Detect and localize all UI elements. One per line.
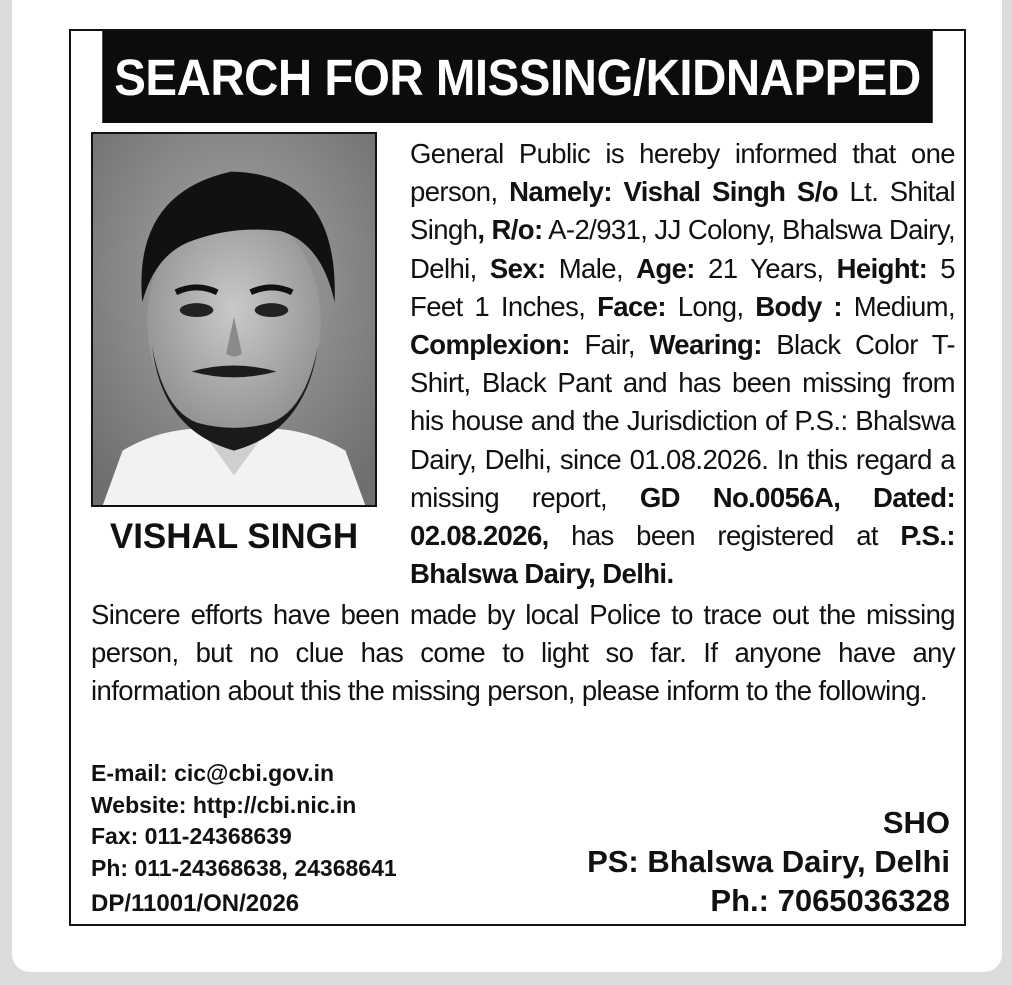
gd-report-label: GD No.0056A, Dated: 02.08.2026,	[410, 481, 956, 552]
body-label: Body :	[755, 290, 842, 322]
contact-phone: Ph: 011-24368638, 24368641	[91, 854, 397, 881]
residence-label: , R/o:	[477, 214, 543, 246]
face-value: Long,	[665, 290, 756, 322]
sex-label: Sex:	[489, 252, 546, 284]
signatory-block	[587, 803, 950, 920]
sex-value: Male,	[545, 252, 637, 284]
contact-details	[91, 758, 571, 884]
police-station-label: P.S.: Bhalswa Dairy, Delhi.	[410, 520, 955, 590]
contact-fax: Fax: 011-24368639	[91, 823, 292, 849]
notice-headline: SEARCH FOR MISSING/KIDNAPPED	[102, 31, 932, 123]
signatory-title: SHO	[882, 805, 950, 840]
wearing-value: Black Color T-Shirt, Black Pant and has been missing from his house and the Jurisdiction of P.S.: Bhalswa Dairy, Delhi, since 01.08.2026. In this regard a missing report,	[410, 329, 955, 513]
registered-text: has been registered at	[548, 520, 901, 552]
contact-website: Website: http://cbi.nic.in	[91, 791, 357, 818]
contact-email: E-mail: cic@cbi.gov.in	[91, 760, 335, 786]
height-value: 5 Feet 1 Inches,	[410, 252, 955, 322]
father-name: Lt. Shital Singh	[410, 176, 955, 246]
address-text: A-2/931, JJ Colony, Bhalswa Dairy, Delhi,	[410, 214, 955, 284]
page-sheet	[12, 0, 1002, 972]
reference-number: DP/11001/ON/2026	[91, 890, 300, 917]
body-value: Medium,	[841, 290, 956, 322]
complexion-value: Fair,	[569, 329, 650, 361]
age-label: Age:	[636, 252, 695, 284]
missing-person-photo	[91, 132, 377, 507]
name-label: Namely: Vishal Singh S/o	[509, 176, 838, 208]
signatory-station: PS: Bhalswa Dairy, Delhi	[587, 844, 950, 879]
wearing-label: Wearing:	[649, 329, 762, 361]
intro-text: General Public is hereby informed that one person,	[410, 138, 955, 208]
appeal-paragraph: Sincere efforts have been made by local Police to trace out the missing person, but no clue has come to light so far. If anyone have any information about this the missing person, please inform to the following.	[91, 599, 955, 707]
person-description	[410, 135, 955, 593]
age-value: 21 Years,	[694, 252, 837, 284]
face-label: Face:	[597, 290, 666, 322]
missing-person-name-caption: VISHAL SINGH	[109, 517, 359, 556]
complexion-label: Complexion:	[410, 329, 570, 361]
missing-person-notice	[69, 29, 966, 926]
signatory-phone: Ph.: 7065036328	[710, 883, 950, 918]
height-label: Height:	[836, 252, 928, 284]
